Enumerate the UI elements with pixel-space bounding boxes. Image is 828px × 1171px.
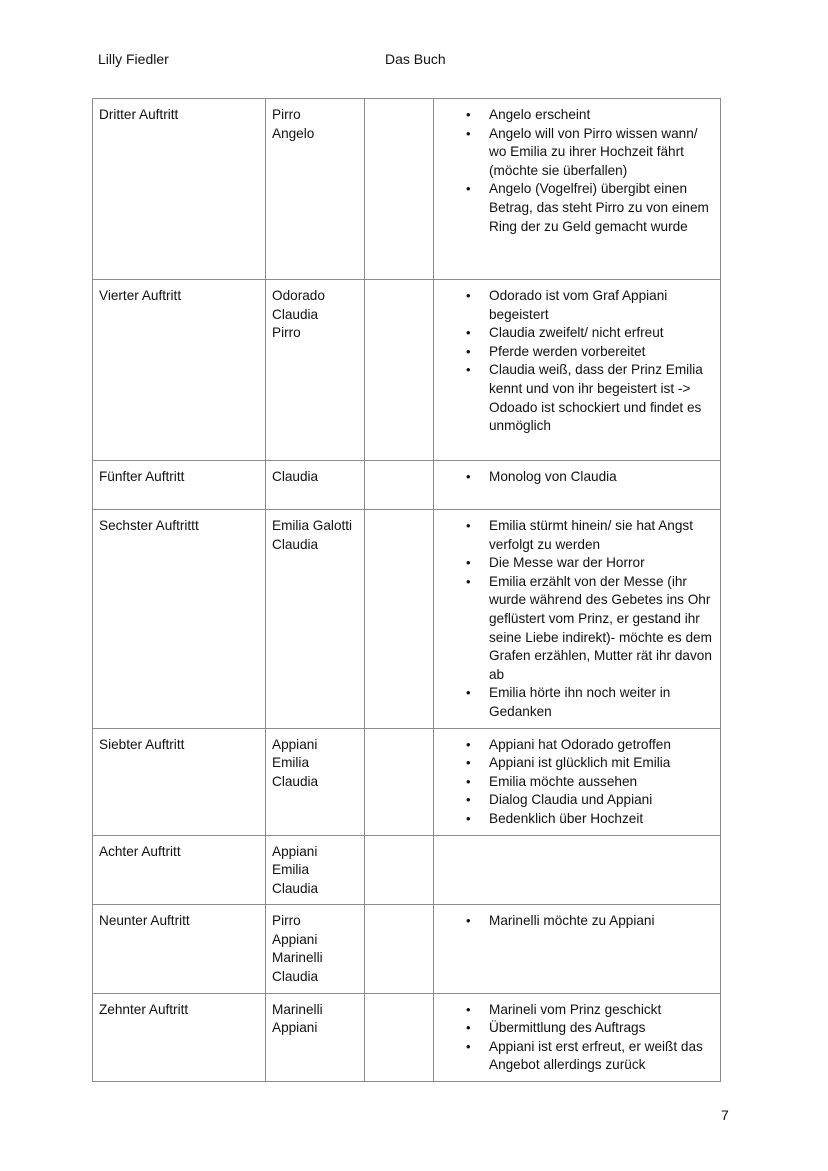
note-text: Marineli vom Prinz geschickt (489, 1001, 662, 1017)
scene-cell (93, 461, 266, 510)
empty-cell (365, 835, 434, 905)
person-name: Appiani (272, 843, 318, 859)
note-item (440, 324, 714, 343)
scene-label: Zehnter Auftritt (99, 1001, 189, 1017)
people-cell (266, 905, 365, 993)
people-cell (266, 461, 365, 510)
empty-cell (365, 99, 434, 280)
note-item (440, 125, 714, 181)
table-row (93, 905, 721, 993)
notes-list (440, 517, 714, 722)
header-title: Das Buch (385, 51, 446, 67)
person-name: Angelo (272, 125, 315, 141)
people-cell (266, 993, 365, 1081)
person-name: Emilia (272, 755, 310, 771)
note-item (440, 343, 714, 362)
notes-cell (434, 905, 721, 993)
people-cell (266, 99, 365, 280)
note-text: Odorado ist vom Graf Appiani begeistert (489, 288, 668, 322)
table-row (93, 280, 721, 461)
people-cell (266, 835, 365, 905)
person-name: Pirro (272, 325, 301, 341)
note-text: Dialog Claudia und Appiani (489, 792, 653, 808)
people-cell (266, 280, 365, 461)
scene-label: Dritter Auftritt (99, 107, 179, 122)
table-row (93, 728, 721, 835)
note-item (440, 554, 714, 573)
note-item (440, 791, 714, 810)
person-name: Appiani (272, 736, 318, 752)
note-text: Die Messe war der Horror (489, 555, 645, 571)
person-name: Marinelli (272, 1001, 323, 1017)
table-row (93, 510, 721, 729)
note-text: Bedenklich über Hochzeit (489, 810, 644, 826)
note-item (440, 517, 714, 554)
scene-label: Achter Auftritt (99, 843, 181, 859)
notes-list (440, 287, 714, 436)
notes-list (440, 912, 714, 931)
note-item (440, 1019, 714, 1038)
note-text: Appiani ist erst erfreut, er weißt das Angebot allerdings zurück (489, 1038, 703, 1073)
note-item (440, 810, 714, 829)
scene-label: Fünfter Auftritt (99, 469, 185, 484)
note-item (440, 573, 714, 685)
table-row (93, 461, 721, 510)
scene-cell (93, 835, 266, 905)
note-text: Appiani ist glücklich mit Emilia (489, 755, 671, 771)
person-name: Claudia (272, 306, 319, 322)
scene-cell (93, 993, 266, 1081)
empty-cell (365, 993, 434, 1081)
person-name: Emilia (272, 862, 310, 878)
notes-list (440, 106, 714, 236)
table-row (93, 993, 721, 1081)
note-text: Emilia möchte aussehen (489, 773, 638, 789)
empty-cell (365, 510, 434, 729)
note-text: Emilia hörte ihn noch weiter in Gedanken (489, 685, 671, 719)
scene-table (92, 98, 721, 1082)
scene-label: Vierter Auftritt (99, 288, 182, 303)
scene-label: Sechster Auftrittt (99, 518, 199, 533)
note-item (440, 468, 714, 487)
note-item (440, 1038, 714, 1075)
empty-cell (365, 280, 434, 461)
person-name: Claudia (272, 469, 319, 484)
note-item (440, 1001, 714, 1020)
note-item (440, 912, 714, 931)
person-name: Claudia (272, 536, 319, 552)
note-text: Angelo erscheint (489, 107, 591, 122)
notes-list (440, 736, 714, 829)
note-text: Claudia weiß, dass der Prinz Emilia kennt und von ihr begeistert ist -> Odoado ist schockiert und findet es unmöglich (489, 362, 703, 434)
note-text: Marinelli möchte zu Appiani (489, 913, 655, 929)
people-cell (266, 510, 365, 729)
note-item (440, 106, 714, 125)
note-item (440, 773, 714, 792)
person-name: Claudia (272, 969, 319, 985)
note-text: Angelo will von Pirro wissen wann/ wo Emilia zu ihrer Hochzeit fährt (möchte sie überfallen) (489, 125, 698, 178)
note-text: Emilia stürmt hinein/ sie hat Angst verfolgt zu werden (489, 518, 693, 552)
note-text: Claudia zweifelt/ nicht erfreut (489, 325, 664, 341)
notes-cell (434, 280, 721, 461)
note-text: Angelo (Vogelfrei) übergibt einen Betrag, das steht Pirro zu von einem Ring der zu Geld gemacht wurde (489, 181, 709, 234)
note-text: Appiani hat Odorado getroffen (489, 736, 671, 752)
scene-label: Siebter Auftritt (99, 736, 185, 752)
notes-cell (434, 99, 721, 280)
notes-cell (434, 993, 721, 1081)
empty-cell (365, 461, 434, 510)
table-row (93, 835, 721, 905)
note-item (440, 180, 714, 236)
note-item (440, 684, 714, 721)
note-item (440, 361, 714, 435)
notes-cell (434, 461, 721, 510)
note-item (440, 754, 714, 773)
note-item (440, 287, 714, 324)
people-cell (266, 728, 365, 835)
person-name: Claudia (272, 880, 319, 896)
note-text: Monolog von Claudia (489, 469, 617, 484)
scene-cell (93, 728, 266, 835)
person-name: Marinelli (272, 950, 323, 966)
scene-cell (93, 905, 266, 993)
note-text: Emilia erzählt von der Messe (ihr wurde während des Gebetes ins Ohr geflüstert vom Prinz, er gestand ihr seine Liebe indirekt)- möchte es dem Grafen erzählen, Mutter rät ihr davon ab (489, 573, 712, 682)
note-text: Übermittlung des Auftrags (489, 1020, 646, 1036)
person-name: Pirro (272, 913, 301, 929)
empty-cell (365, 728, 434, 835)
notes-cell (434, 835, 721, 905)
person-name: Pirro (272, 107, 301, 122)
person-name: Appiani (272, 1020, 318, 1036)
empty-cell (365, 905, 434, 993)
scene-cell (93, 280, 266, 461)
person-name: Claudia (272, 773, 319, 789)
table-row (93, 99, 721, 280)
scene-label: Neunter Auftritt (99, 913, 190, 929)
person-name: Odorado (272, 288, 325, 303)
notes-list (440, 468, 714, 487)
page-number: 7 (721, 1107, 729, 1123)
notes-list (440, 1001, 714, 1075)
header-author: Lilly Fiedler (98, 51, 169, 67)
notes-cell (434, 728, 721, 835)
note-text: Pferde werden vorbereitet (489, 343, 646, 359)
person-name: Emilia Galotti (272, 518, 353, 533)
scene-cell (93, 99, 266, 280)
notes-cell (434, 510, 721, 729)
note-item (440, 736, 714, 755)
person-name: Appiani (272, 931, 318, 947)
scene-cell (93, 510, 266, 729)
